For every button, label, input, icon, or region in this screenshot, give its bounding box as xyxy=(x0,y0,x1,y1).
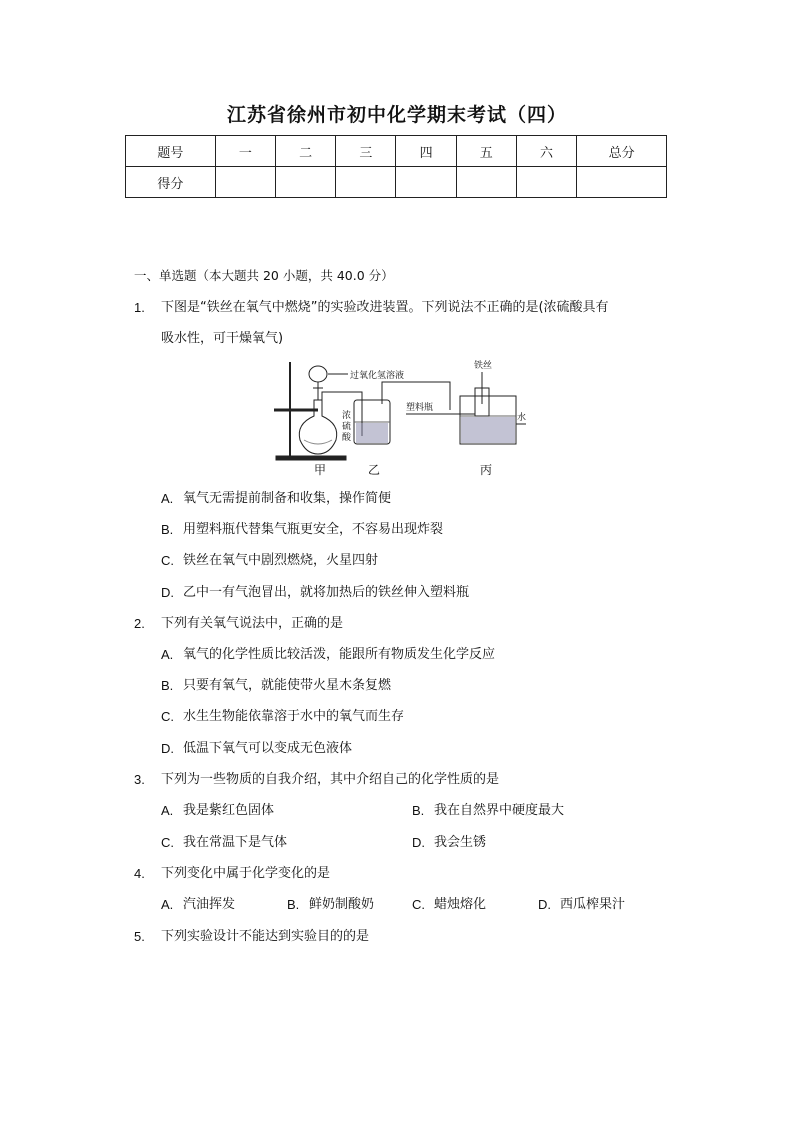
question-text-continued: 吸水性，可干燥氧气) xyxy=(161,331,284,346)
label-wire: 铁丝 xyxy=(474,361,493,371)
option-letter: A. xyxy=(161,491,174,506)
label-bing: 丙 xyxy=(480,463,493,477)
page-title: 江苏省徐州市初中化学期末考试（四） xyxy=(226,104,567,126)
option-letter: A. xyxy=(161,897,174,912)
option-letter: C. xyxy=(412,897,425,912)
option-letter: B. xyxy=(287,897,300,912)
option-text: 氧气的化学性质比较活泼，能跟所有物质发生化学反应 xyxy=(183,647,496,662)
option-text: 水生生物能依靠溶于水中的氧气而生存 xyxy=(183,709,405,724)
score-cell xyxy=(396,167,456,198)
label-yi: 乙 xyxy=(368,463,381,477)
score-cell xyxy=(577,167,667,198)
header-cell: 六 xyxy=(516,136,576,167)
header-cell: 总分 xyxy=(577,136,667,167)
option-letter: B. xyxy=(412,803,425,818)
question-number: 4. xyxy=(134,866,145,881)
score-table-header-row xyxy=(126,136,667,167)
label-water: 水 xyxy=(517,413,527,423)
option-letter: D. xyxy=(538,897,551,912)
option-letter: A. xyxy=(161,647,174,662)
option-letter: A. xyxy=(161,803,174,818)
question-number: 1. xyxy=(134,300,145,315)
label-acid-1: 浓 xyxy=(342,411,352,421)
option-letter: D. xyxy=(161,585,174,600)
label-h2o2: 过氧化氢溶液 xyxy=(350,371,405,381)
option-text: 我在自然界中硬度最大 xyxy=(434,803,565,818)
option-text: 汽油挥发 xyxy=(183,897,236,912)
option-letter: D. xyxy=(412,835,425,850)
question-text: 下列实验设计不能达到实验目的的是 xyxy=(161,929,370,944)
option-text: 铁丝在氧气中剧烈燃烧，火星四射 xyxy=(183,553,379,568)
option-letter: C. xyxy=(161,835,174,850)
question-text: 下图是“铁丝在氧气中燃烧”的实验改进装置。下列说法不正确的是(浓硫酸具有 xyxy=(161,300,609,315)
score-cell xyxy=(215,167,275,198)
header-cell: 四 xyxy=(396,136,456,167)
label-bottle: 塑料瓶 xyxy=(406,403,434,413)
option-letter: B. xyxy=(161,522,174,537)
score-cell xyxy=(275,167,335,198)
option-text: 低温下氧气可以变成无色液体 xyxy=(183,741,353,756)
section-heading: 一、单选题（本大题共 20 小题，共 40.0 分） xyxy=(134,268,394,283)
score-cell xyxy=(516,167,576,198)
score-table xyxy=(125,135,667,198)
question-text: 下列为一些物质的自我介绍，其中介绍自己的化学性质的是 xyxy=(161,772,500,787)
option-letter: C. xyxy=(161,553,174,568)
question-number: 2. xyxy=(134,616,145,631)
label-acid-2: 硫 xyxy=(342,422,352,432)
option-text: 鲜奶制酸奶 xyxy=(309,897,375,912)
question-text: 下列有关氧气说法中，正确的是 xyxy=(161,616,344,631)
header-cell: 三 xyxy=(336,136,396,167)
option-text: 我在常温下是气体 xyxy=(183,835,288,850)
option-text: 只要有氧气，就能使带火星木条复燃 xyxy=(183,678,392,693)
label-jia: 甲 xyxy=(314,463,327,477)
question-number: 5. xyxy=(134,929,145,944)
question-number: 3. xyxy=(134,772,145,787)
header-cell: 一 xyxy=(215,136,275,167)
option-text: 我是紫红色固体 xyxy=(183,803,275,818)
option-letter: D. xyxy=(161,741,174,756)
option-letter: C. xyxy=(161,709,174,724)
label-acid-3: 酸 xyxy=(342,433,352,443)
score-cell xyxy=(336,167,396,198)
option-text: 乙中一有气泡冒出，就将加热后的铁丝伸入塑料瓶 xyxy=(183,585,470,600)
header-cell: 二 xyxy=(275,136,335,167)
option-text: 蜡烛熔化 xyxy=(434,897,487,912)
option-text: 我会生锈 xyxy=(434,835,487,850)
option-text: 氧气无需提前制备和收集，操作简便 xyxy=(183,491,392,506)
experiment-apparatus-diagram xyxy=(270,352,530,480)
score-cell xyxy=(456,167,516,198)
score-row-label: 得分 xyxy=(126,167,216,198)
option-text: 用塑料瓶代替集气瓶更安全，不容易出现炸裂 xyxy=(183,522,444,537)
option-text: 西瓜榨果汁 xyxy=(560,897,626,912)
option-letter: B. xyxy=(161,678,174,693)
header-cell: 题号 xyxy=(126,136,216,167)
header-cell: 五 xyxy=(456,136,516,167)
question-text: 下列变化中属于化学变化的是 xyxy=(161,866,331,881)
score-table-score-row xyxy=(126,167,667,198)
